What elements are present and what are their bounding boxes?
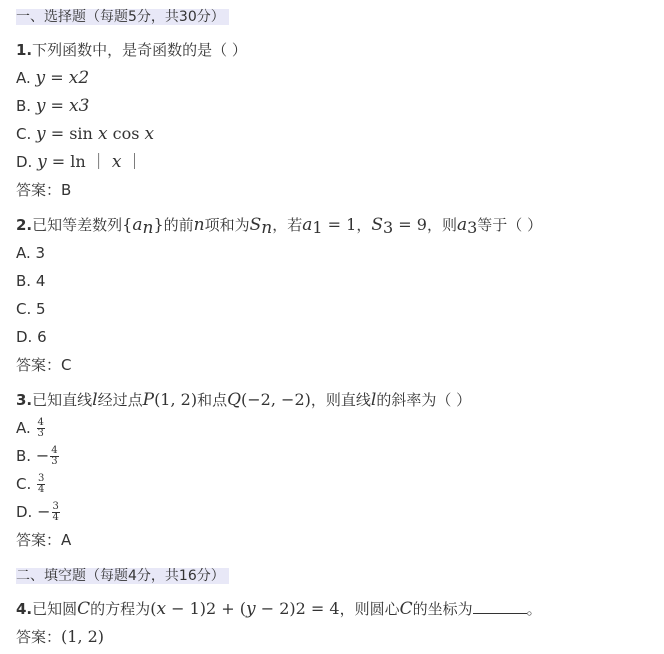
option-letter: D. (16, 503, 33, 521)
question-3-answer: 答案：A (16, 531, 72, 549)
math-subscript: n (261, 218, 273, 238)
math-coordinate: (−2, −2) (241, 390, 311, 409)
question-1-option-d (16, 152, 143, 172)
math-variable: x (156, 599, 167, 619)
math-value: = 9 (393, 215, 427, 234)
math-subscript: 3 (383, 218, 394, 237)
fraction-denominator: 3 (37, 428, 44, 439)
fraction-numerator: 3 (38, 473, 45, 484)
question-1-text: 下列函数中，是奇函数的是（ ） (32, 41, 247, 59)
question-2-number: 2. (16, 216, 33, 234)
question-2-option-b: B. 4 (16, 272, 46, 290)
question-text: 已知圆 (32, 600, 78, 618)
option-letter: B. (16, 97, 32, 115)
question-4-answer (16, 627, 104, 647)
question-text: 的方程为 (90, 600, 151, 618)
question-text: 的前 (163, 216, 194, 234)
question-3-number: 3. (16, 391, 33, 409)
question-text: 。 (526, 600, 542, 618)
question-text: 和点 (197, 391, 228, 409)
question-text: ，则圆心 (339, 600, 400, 618)
math-variable: S (249, 215, 262, 235)
math-expression: − 2)2 = 4 (255, 599, 340, 618)
question-text: ，则直线 (310, 391, 371, 409)
question-3-option-c (16, 474, 46, 495)
fraction (37, 418, 45, 439)
question-text: 已知直线 (32, 391, 93, 409)
question-1-option-b (16, 96, 89, 116)
question-2-option-a: A. 3 (16, 244, 46, 262)
math-expression: x3 (69, 96, 90, 116)
answer-label: 答案： (16, 628, 62, 646)
math-operator: cos (107, 124, 145, 143)
math-variable: y (36, 124, 46, 144)
fraction-numerator: 3 (52, 501, 59, 512)
math-expression: ( (150, 599, 157, 618)
math-variable: S (371, 215, 383, 235)
math-coordinate: (1, 2) (154, 390, 198, 409)
option-letter: C. (16, 475, 32, 493)
math-operator: = sin (45, 124, 98, 143)
option-letter: A. (16, 419, 31, 437)
section-two-header (16, 565, 229, 586)
math-variable: y (37, 152, 47, 172)
question-3-option-d (16, 502, 61, 523)
math-variable: x (111, 152, 122, 172)
math-sign: − (35, 446, 50, 465)
question-text: ，则 (426, 216, 457, 234)
math-variable: x (144, 124, 155, 144)
option-letter: A. (16, 69, 31, 87)
math-variable: y (35, 68, 46, 88)
math-subscript: n (142, 218, 154, 238)
section-one-header (16, 6, 229, 27)
math-expression: x2 (68, 68, 90, 88)
math-subscript: 3 (467, 218, 478, 237)
math-variable: a (132, 215, 143, 235)
math-variable: l (370, 390, 377, 410)
question-text: 经过点 (97, 391, 143, 409)
fraction (50, 446, 58, 467)
question-3-option-b (16, 446, 60, 467)
math-value: = 1 (322, 215, 357, 234)
question-2-option-d: D. 6 (16, 328, 47, 346)
fraction-numerator: 4 (37, 417, 44, 428)
question-text: 项和为 (204, 216, 250, 234)
math-variable: x (97, 124, 108, 144)
fraction (52, 502, 60, 523)
math-variable: P (142, 390, 155, 410)
question-1-option-c (16, 124, 154, 144)
question-1-number: 1. (16, 41, 33, 59)
math-variable: n (193, 215, 205, 235)
question-text: 的坐标为 (412, 600, 473, 618)
question-3-stem (16, 390, 471, 410)
math-variable: a (456, 215, 468, 235)
question-text: ， (356, 216, 372, 234)
question-4-number: 4. (16, 600, 33, 618)
math-variable: l (92, 390, 98, 410)
answer-value: (1, 2) (61, 627, 105, 646)
fraction-numerator: 4 (51, 445, 58, 456)
question-4-stem (16, 599, 542, 619)
fraction-denominator: 3 (51, 456, 58, 467)
math-brace: { (122, 215, 133, 234)
question-text: 的斜率为（ ） (376, 391, 472, 409)
question-2-stem (16, 215, 543, 238)
fraction-denominator: 4 (38, 484, 45, 495)
math-variable: C (77, 599, 91, 619)
math-operator: = (45, 96, 70, 115)
math-brace: } (153, 215, 164, 234)
question-text: 已知等差数列 (32, 216, 123, 234)
math-operator: = ln ｜ (46, 152, 112, 171)
question-2-answer: 答案：C (16, 356, 72, 374)
math-sign: − (37, 502, 51, 521)
math-variable: y (35, 96, 46, 116)
math-expression: − 1)2 + ( (166, 599, 247, 618)
math-variable: C (399, 599, 413, 619)
math-operator: = (45, 68, 69, 87)
question-2-option-c: C. 5 (16, 300, 46, 318)
math-operator: ｜ (121, 152, 143, 171)
option-letter: C. (16, 125, 32, 143)
math-variable: Q (227, 390, 242, 410)
section-two-title: 二、填空题（每题4分，共16分） (16, 568, 229, 584)
question-1-option-a (16, 68, 89, 88)
question-text: 等于（ ） (477, 216, 543, 234)
math-variable: a (302, 215, 313, 235)
question-text: ，若 (272, 216, 303, 234)
math-subscript: 1 (312, 218, 323, 237)
fraction (37, 474, 45, 495)
option-letter: D. (16, 153, 33, 171)
option-letter: B. (16, 447, 32, 465)
section-one-title: 一、选择题（每题5分，共30分） (16, 9, 229, 25)
question-1-answer: 答案：B (16, 181, 72, 199)
question-3-option-a (16, 418, 46, 439)
math-variable: y (246, 599, 256, 619)
question-1-stem (16, 40, 247, 60)
fraction-denominator: 4 (52, 512, 59, 523)
answer-blank (473, 603, 527, 614)
